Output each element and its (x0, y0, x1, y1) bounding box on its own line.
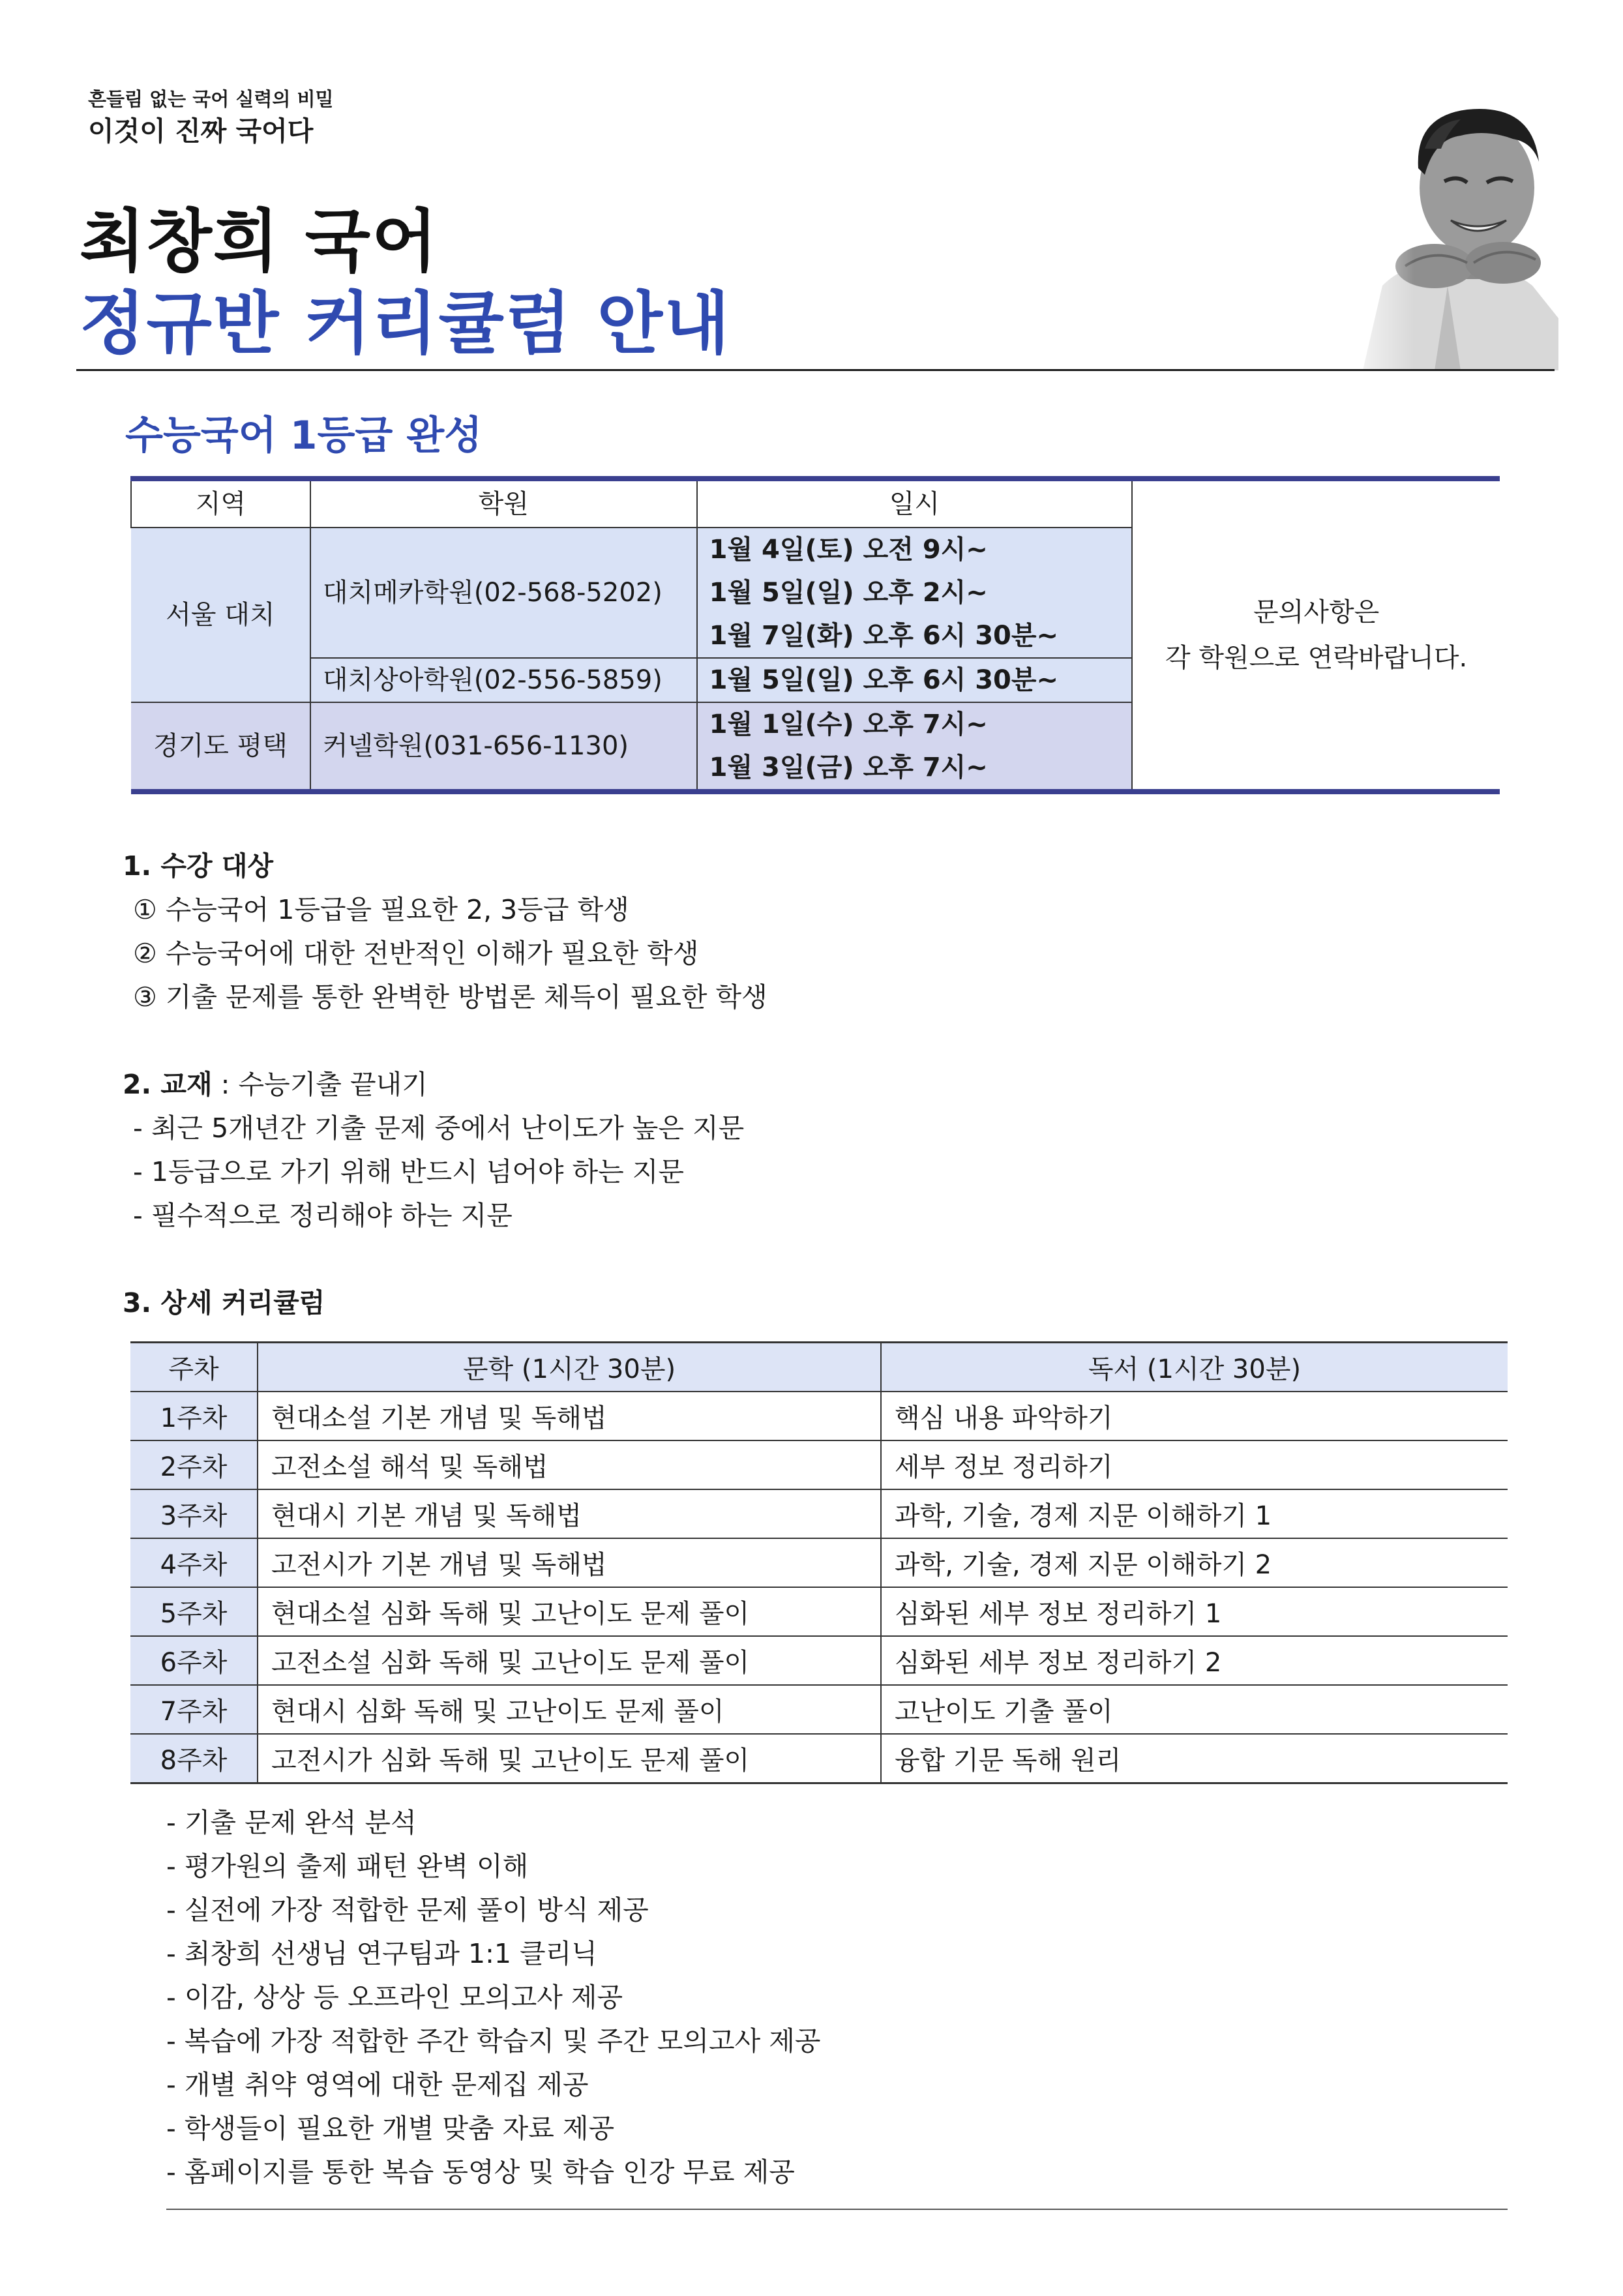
curriculum-row (130, 1440, 1508, 1489)
curriculum-note: - 최창희 선생님 연구팀과 1:1 클리닉 (166, 1938, 597, 1969)
curriculum-row (130, 1685, 1508, 1734)
curriculum-week: 4주차 (130, 1538, 258, 1587)
curriculum-week: 6주차 (130, 1636, 258, 1685)
curriculum-reading: 융합 기문 독해 원리 (881, 1734, 1508, 1783)
schedule-note (1132, 479, 1500, 792)
teacher-portrait (1337, 70, 1558, 370)
curriculum-reading: 세부 정보 정리하기 (881, 1440, 1508, 1489)
curriculum-week: 8주차 (130, 1734, 258, 1783)
textbook-heading: 2. 교재 (123, 1069, 213, 1100)
schedule-header-academy: 학원 (310, 479, 697, 528)
curriculum-reading: 고난이도 기출 풀이 (881, 1685, 1508, 1734)
curriculum-header-row (130, 1343, 1508, 1392)
curriculum-literature: 고전시가 기본 개념 및 독해법 (258, 1538, 881, 1587)
curriculum-note: - 평가원의 출제 패턴 완벽 이해 (166, 1851, 529, 1882)
target-heading: 1. 수강 대상 (123, 850, 274, 882)
curriculum-note: - 실전에 가장 적합한 문제 풀이 방식 제공 (166, 1894, 649, 1926)
section-title: 수능국어 1등급 완성 (125, 413, 483, 458)
curriculum-table (130, 1341, 1508, 1784)
schedule-header-row (131, 479, 1500, 528)
footer-divider (166, 2209, 1508, 2210)
schedule-academy: 커넬학원(031-656-1130) (310, 702, 697, 792)
schedule-note-line1: 문의사항은 (1253, 597, 1380, 627)
curriculum-row (130, 1636, 1508, 1685)
schedule-date-item: 1월 5일(일) 오후 2시~ (709, 578, 988, 608)
textbook-name: 수능기출 끝내기 (238, 1069, 428, 1100)
curriculum-row (130, 1489, 1508, 1538)
target-section (123, 844, 767, 1019)
curriculum-header-literature: 문학 (1시간 30분) (258, 1343, 881, 1392)
curriculum-reading: 과학, 기술, 경제 지문 이해하기 1 (881, 1489, 1508, 1538)
curriculum-note: - 기출 문제 완석 분석 (166, 1807, 417, 1838)
schedule-datetime (697, 658, 1133, 702)
target-item: ② 수능국어에 대한 전반적인 이해가 필요한 학생 (133, 938, 699, 969)
page-title-line2: 정규반 커리큘럼 안내 (80, 284, 731, 363)
schedule-academy: 대치메카학원(02-568-5202) (310, 528, 697, 658)
schedule-date-item: 1월 3일(금) 오후 7시~ (709, 753, 988, 783)
curriculum-reading: 과학, 기술, 경제 지문 이해하기 2 (881, 1538, 1508, 1587)
schedule-academy: 대치상아학원(02-556-5859) (310, 658, 697, 702)
page-title-line1: 최창희 국어 (80, 201, 439, 281)
curriculum-row (130, 1587, 1508, 1636)
textbook-item: - 1등급으로 가기 위해 반드시 넘어야 하는 지문 (133, 1156, 685, 1187)
curriculum-week: 1주차 (130, 1392, 258, 1440)
curriculum-reading: 핵심 내용 파악하기 (881, 1392, 1508, 1440)
curriculum-literature: 현대소설 심화 독해 및 고난이도 문제 풀이 (258, 1587, 881, 1636)
curriculum-note: - 개별 취약 영역에 대한 문제집 제공 (166, 2069, 589, 2100)
schedule-region: 경기도 평택 (131, 702, 310, 792)
target-item: ③ 기출 문제를 통한 완벽한 방법론 체득이 필요한 학생 (133, 981, 767, 1013)
target-item: ① 수능국어 1등급을 필요한 2, 3등급 학생 (133, 894, 629, 925)
curriculum-note: - 학생들이 필요한 개별 맞춤 자료 제공 (166, 2113, 615, 2144)
schedule-table (130, 476, 1500, 794)
schedule-header-region: 지역 (131, 479, 310, 528)
curriculum-note: - 홈페이지를 통한 복습 동영상 및 학습 인강 무료 제공 (166, 2156, 795, 2188)
schedule-datetime (697, 702, 1133, 792)
curriculum-week: 2주차 (130, 1440, 258, 1489)
curriculum-week: 7주차 (130, 1685, 258, 1734)
curriculum-literature: 현대소설 기본 개념 및 독해법 (258, 1392, 881, 1440)
schedule-date-item: 1월 7일(화) 오후 6시 30분~ (709, 621, 1059, 651)
curriculum-literature: 현대시 기본 개념 및 독해법 (258, 1489, 881, 1538)
curriculum-heading: 3. 상세 커리큘럼 (123, 1287, 325, 1319)
textbook-section (123, 1063, 744, 1238)
curriculum-reading: 심화된 세부 정보 정리하기 2 (881, 1636, 1508, 1685)
schedule-date-item: 1월 1일(수) 오후 7시~ (709, 709, 988, 739)
curriculum-row (130, 1392, 1508, 1440)
curriculum-note: - 이감, 상상 등 오프라인 모의고사 제공 (166, 1982, 623, 2013)
curriculum-literature: 현대시 심화 독해 및 고난이도 문제 풀이 (258, 1685, 881, 1734)
curriculum-header-reading: 독서 (1시간 30분) (881, 1343, 1508, 1392)
curriculum-note: - 복습에 가장 적합한 주간 학습지 및 주간 모의고사 제공 (166, 2025, 821, 2057)
header-divider (76, 369, 1555, 371)
curriculum-literature: 고전소설 해석 및 독해법 (258, 1440, 881, 1489)
textbook-item: - 필수적으로 정리해야 하는 지문 (133, 1200, 513, 1231)
curriculum-literature: 고전시가 심화 독해 및 고난이도 문제 풀이 (258, 1734, 881, 1783)
tagline-big: 이것이 진짜 국어다 (88, 115, 314, 147)
textbook-heading-line (123, 1063, 744, 1107)
curriculum-notes (166, 1801, 820, 2194)
textbook-separator: : (212, 1069, 239, 1100)
tagline-small: 흔들림 없는 국어 실력의 비밀 (88, 88, 334, 110)
curriculum-header-week: 주차 (130, 1343, 258, 1392)
schedule-date-item: 1월 4일(토) 오전 9시~ (709, 535, 988, 565)
schedule-datetime (697, 528, 1133, 658)
curriculum-row (130, 1538, 1508, 1587)
schedule-region: 서울 대치 (131, 528, 310, 702)
curriculum-row (130, 1734, 1508, 1783)
curriculum-literature: 고전소설 심화 독해 및 고난이도 문제 풀이 (258, 1636, 881, 1685)
curriculum-week: 3주차 (130, 1489, 258, 1538)
schedule-note-line2: 각 학원으로 연락바랍니다. (1165, 643, 1468, 673)
schedule-header-datetime: 일시 (697, 479, 1133, 528)
curriculum-reading: 심화된 세부 정보 정리하기 1 (881, 1587, 1508, 1636)
curriculum-week: 5주차 (130, 1587, 258, 1636)
schedule-date-item: 1월 5일(일) 오후 6시 30분~ (709, 665, 1059, 695)
textbook-item: - 최근 5개년간 기출 문제 중에서 난이도가 높은 지문 (133, 1112, 745, 1144)
